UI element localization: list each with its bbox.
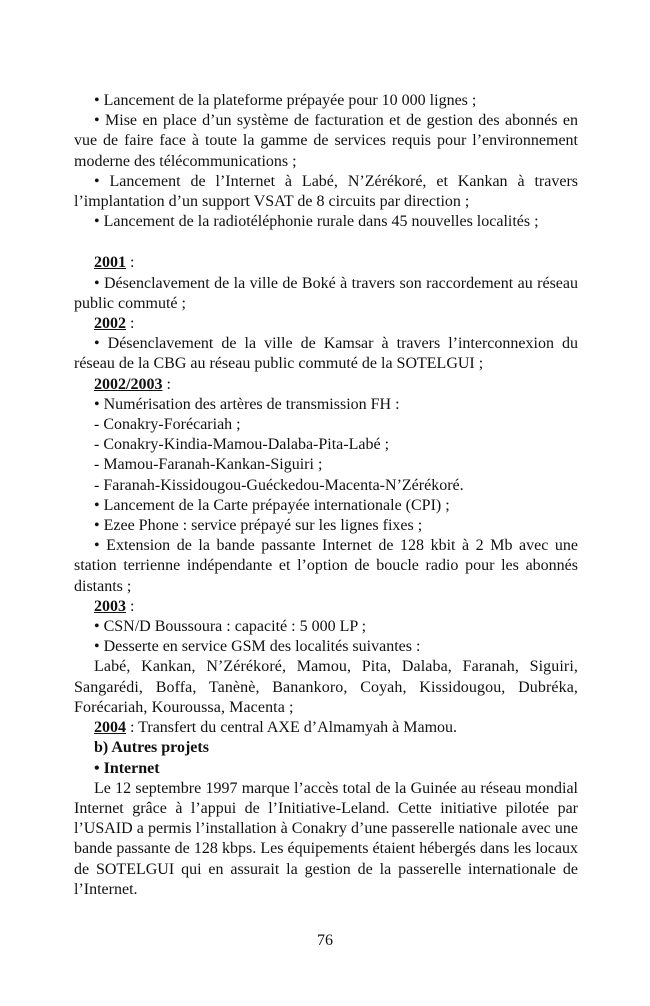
page-number: 76 (317, 932, 333, 949)
year-2004: 2004 (94, 719, 126, 737)
bullet-cpi: • Lancement de la Carte prépayée internationale (CPI) ; (94, 496, 450, 514)
year-2001: 2001 (94, 254, 126, 272)
year-2003: 2003 (94, 597, 126, 615)
route-item: - Faranah-Kissidougou-Guéckedou-Macenta-N’Zérékoré. (94, 476, 464, 494)
year-2002-2003-colon: : (162, 375, 171, 393)
bullet-kamsar: • Désenclavement de la ville de Kamsar à travers l’interconnexion du réseau de la CBG au réseau public commuté de la SOTELGUI ; (74, 335, 578, 373)
year-heading-2001 (74, 253, 578, 273)
paragraph-gap (74, 232, 578, 253)
bullet-gsm: • Desserte en service GSM des localités suivantes : (94, 638, 421, 656)
route-item: - Conakry-Kindia-Mamou-Dalaba-Pita-Labé ; (94, 436, 390, 454)
bullet-rural-radio: • Lancement de la radiotéléphonie rurale dans 45 nouvelles localités ; (94, 213, 539, 231)
bullet-csn-boussoura: • CSN/D Boussoura : capacité : 5 000 LP ; (94, 618, 367, 636)
bullet-bandwidth: • Extension de la bande passante Internet de 128 kbit à 2 Mb avec une station terrienne indépendante et l’option de boucle radio pour les abonnés distants ; (74, 537, 578, 595)
year-heading-2002-2003 (74, 375, 578, 395)
route-item: - Mamou-Faranah-Kankan-Siguiri ; (94, 456, 323, 474)
year-2002-2003: 2002/2003 (94, 375, 163, 393)
year-2002-colon: : (126, 315, 135, 333)
item-2004-text: : Transfert du central AXE d’Almamyah à Mamou. (126, 719, 458, 737)
internet-paragraph: Le 12 septembre 1997 marque l’accès total de la Guinée au réseau mondial Internet grâce à l’appui de l’Initiative-Leland. Cette initiative pilotée par l’USAID a permis l’installation à Conakry d’une passerelle nationale avec une bande passante de 128 kbps. Les équipements étaient hébergés dans les locaux de SOTELGUI qui en assurait la gestion de la passerelle internationale de l’Internet. (74, 779, 578, 898)
bullet-fh-digitization: • Numérisation des artères de transmission FH : (94, 395, 400, 413)
localities-list: Labé, Kankan, N’Zérékoré, Mamou, Pita, Dalaba, Faranah, Siguiri, Sangarédi, Boffa, Tanènè, Banankoro, Coyah, Kissidougou, Dubréka, Forécariah, Kouroussa, Macenta ; (74, 658, 578, 716)
subheading-internet: • Internet (94, 759, 160, 777)
year-heading-2003 (74, 597, 578, 617)
year-heading-2002 (74, 314, 578, 334)
body-text (74, 91, 578, 900)
bullet-ezee-phone: • Ezee Phone : service prépayé sur les lignes fixes ; (94, 517, 423, 535)
year-2001-colon: : (126, 254, 135, 272)
bullet-internet-launch: • Lancement de l’Internet à Labé, N’Zérékoré, et Kankan à travers l’implantation d’un support VSAT de 8 circuits par direction ; (74, 172, 578, 211)
bullet-boke: • Désenclavement de la ville de Boké à travers son raccordement au réseau public commuté ; (74, 274, 578, 312)
section-heading-autres-projets: b) Autres projets (94, 739, 209, 757)
route-item: - Conakry-Forécariah ; (94, 416, 241, 434)
year-heading-2004 (74, 718, 578, 738)
bullet-prepaid-platform: • Lancement de la plateforme prépayée pour 10 000 lignes ; (94, 92, 477, 109)
year-2003-colon: : (126, 597, 135, 615)
bullet-billing-system: • Mise en place d’un système de facturation et de gestion des abonnés en vue de faire face à toute la gamme de services requis pour l’environnement moderne des télécommunications ; (74, 112, 578, 170)
year-2002: 2002 (94, 315, 126, 333)
